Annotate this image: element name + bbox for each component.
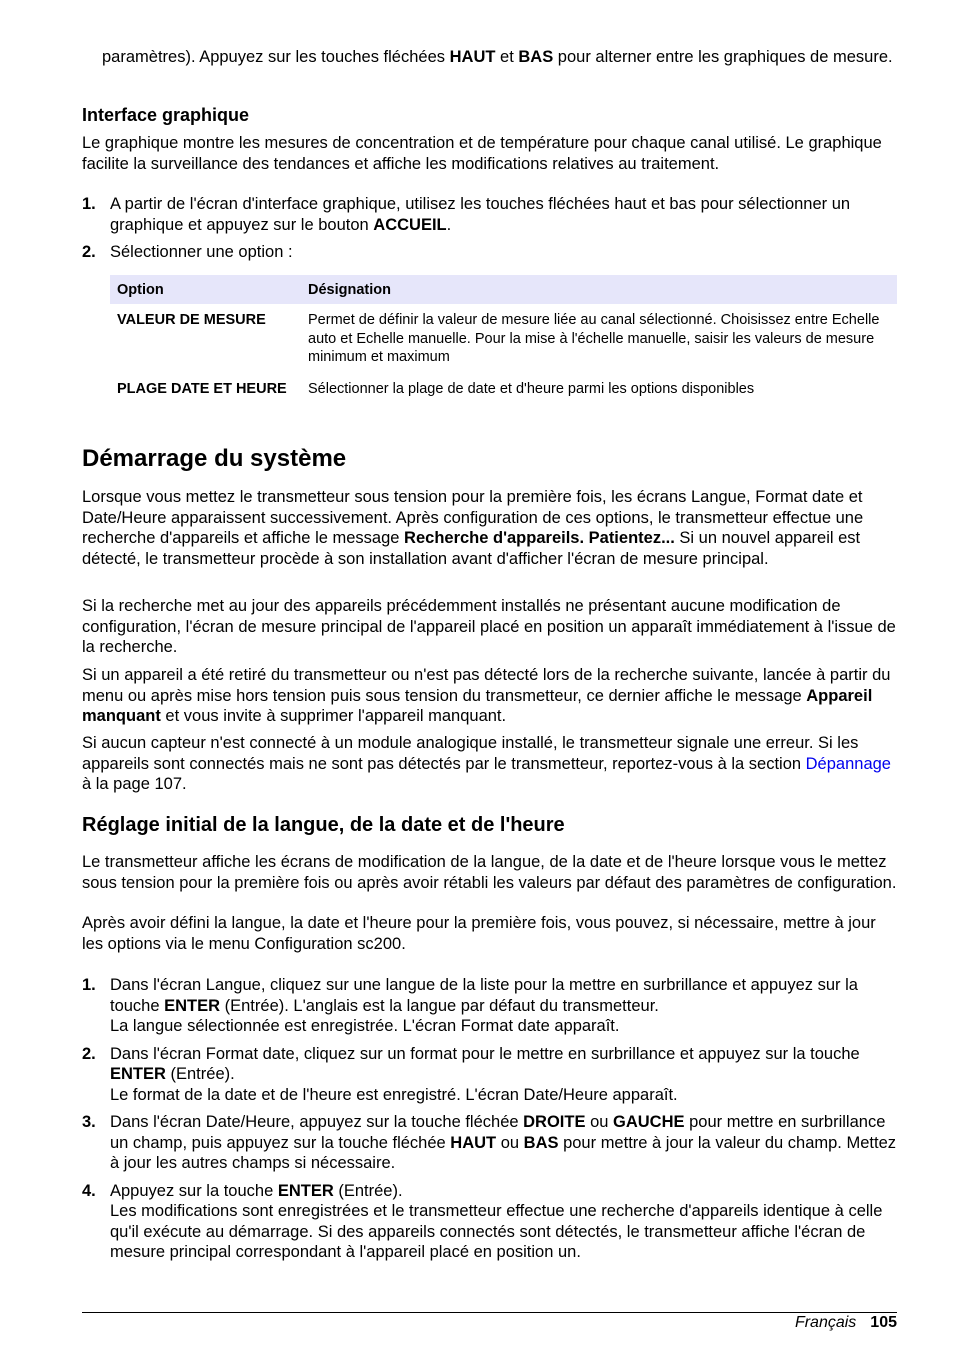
step-text: pour mettre en surbrillance un champ, puis appuyez sur la touche fléchée [110,1113,886,1152]
page-number: 105 [870,1314,897,1331]
table-row [110,304,897,373]
step-number: 1. [82,195,96,213]
startup-paragraph-3 [82,665,897,727]
step-text: . [446,215,452,234]
intro-bold-haut: HAUT [449,48,496,66]
para-bold: Appareil manquant [82,686,873,725]
step-text: Dans l'écran Date/Heure, appuyez sur la touche fléchée [110,1113,524,1131]
step-text: Dans l'écran Format date, cliquez sur un format pour le mettre en surbrillance et appuyez sur la touche [110,1044,860,1063]
step-bold: ENTER [164,996,221,1015]
step-number: 2. [82,243,96,261]
graph-step-2 [82,242,897,263]
setup-heading: Réglage initial de la langue, de la date et de l'heure [82,814,565,836]
startup-paragraph-1 [82,487,897,569]
step-result: Le format de la date et de l'heure est enregistré. L'écran Date/Heure apparaît. [110,1085,678,1104]
table-cell-option: VALEUR DE MESURE [117,312,266,328]
table-header-designation: Désignation [301,275,897,304]
page-footer [795,1313,897,1333]
para-text: et vous invite à supprimer l'appareil manquant. [160,707,507,725]
depannage-link[interactable]: Dépannage [805,754,891,773]
para-text: Si aucun capteur n'est connecté à un module analogique installé, le transmetteur signale une erreur. Si les appareils sont connectés mais ne sont pas détectés par le transmetteur, reportez-vous à la section [82,734,859,773]
intro-text: pour alterner entre les graphiques de mesure. [553,48,893,66]
step-bold: DROITE [523,1113,586,1131]
footer-language: Français [794,1314,857,1331]
setup-step-2 [82,1044,897,1106]
step-text: Sélectionner une option : [110,243,293,261]
step-bold: HAUT [450,1133,497,1152]
step-text: (Entrée). L'anglais est la langue par défaut du transmetteur. [220,996,659,1015]
step-number: 2. [82,1044,96,1063]
intro-text: et [495,48,519,66]
step-result: Les modifications sont enregistrées et le transmetteur effectue une recherche d'appareils identique à celle qu'il exécute au démarrage. Si des appareils connectés sont détectés, le transmetteur affiche l'écran de mesure principal correspondant à l'appareil placé en position un. [110,1202,883,1261]
options-table [110,275,897,404]
startup-paragraph-4 [82,733,897,795]
intro-paragraph [102,47,897,68]
step-bold: ACCUEIL [373,215,447,234]
setup-paragraph-2: Après avoir défini la langue, la date et l'heure pour la première fois, vous pouvez, si nécessaire, mettre à jour les options via le menu Configuration sc200. [82,914,876,953]
para-text: Si un appareil a été retiré du transmetteur ou n'est pas détecté lors de la recherche suivante, lancée à partir du menu ou après mise hors tension puis sous tension du transmetteur, ce dernier affiche le message [82,666,891,705]
step-number: 4. [82,1181,96,1200]
step-text: (Entrée). [333,1181,403,1200]
graph-step-1 [82,194,897,235]
setup-paragraph-1: Le transmetteur affiche les écrans de modification de la langue, de la date et de l'heure lorsque vous le mettez sous tension pour la première fois ou après avoir rétabli les valeurs par défaut des paramètres de configuration. [82,853,897,892]
para-bold: Recherche d'appareils. Patientez... [404,529,675,547]
graph-section-heading: Interface graphique [82,105,250,125]
step-result: La langue sélectionnée est enregistrée. L'écran Format date apparaît. [110,1017,620,1035]
step-bold: ENTER [277,1181,334,1200]
startup-heading: Démarrage du système [82,445,347,472]
footer-divider [82,1312,897,1313]
table-row [110,373,897,405]
step-number: 3. [82,1113,96,1131]
step-text: A partir de l'écran d'interface graphique, utilisez les touches fléchées haut et bas pour sélectionner un graphique et appuyez sur le bouton [110,195,851,234]
startup-paragraph-2: Si la recherche met au jour des appareils précédemment installés ne présentant aucune modification de configuration, l'écran de mesure principal de l'appareil placé en position un apparaît immédiatement à l'issue de la recherche. [82,597,896,656]
para-text: Lorsque vous mettez le transmetteur sous tension pour la première fois, les écrans Langue, Format date et Date/Heure apparaissent successivement. Après configuration de ces options, le transmetteur effectue une recherche d'appareils et affiche le message [82,488,864,547]
step-text: pour mettre à jour la valeur du champ. Mettez à jour les autres champs si nécessaire. [110,1133,896,1172]
table-cell-designation: Permet de définir la valeur de mesure liée au canal sélectionné. Choisissez entre Echelle auto et Echelle manuelle. Pour la mise à l'échelle manuelle, saisir les valeurs de mesure minimum et maximum [308,312,880,365]
setup-step-4 [82,1181,897,1263]
table-cell-designation: Sélectionner la plage de date et d'heure parmi les options disponibles [308,380,755,397]
step-bold: GAUCHE [613,1113,685,1131]
table-cell-option: PLAGE DATE ET HEURE [117,380,287,397]
step-text: (Entrée). [165,1065,235,1083]
graph-section-description: Le graphique montre les mesures de concentration et de température pour chaque canal utilisé. Le graphique facilite la surveillance des tendances et affiche les modifications relatives au traitement. [82,134,882,173]
table-header-row [110,275,897,304]
step-text: ou [585,1113,614,1131]
intro-bold-bas: BAS [518,48,554,66]
table-header-option: Option [110,275,301,304]
step-text: Dans l'écran Langue, cliquez sur une langue de la liste pour la mettre en surbrillance et appuyez sur la touche [110,976,858,1015]
step-bold: ENTER [110,1065,166,1083]
para-text: Si un nouvel appareil est détecté, le transmetteur procède à son installation avant d'afficher l'écran de mesure principal. [82,529,861,568]
setup-step-1 [82,975,897,1037]
step-number: 1. [82,976,96,994]
setup-step-3 [82,1112,897,1174]
setup-steps [82,975,897,1270]
para-text: à la page 107. [82,775,187,793]
step-text: ou [496,1133,524,1152]
step-text: Appuyez sur la touche [110,1181,278,1200]
step-bold: BAS [523,1133,559,1152]
intro-text: paramètres). Appuyez sur les touches fléchées [102,48,450,66]
graph-steps [82,194,897,270]
